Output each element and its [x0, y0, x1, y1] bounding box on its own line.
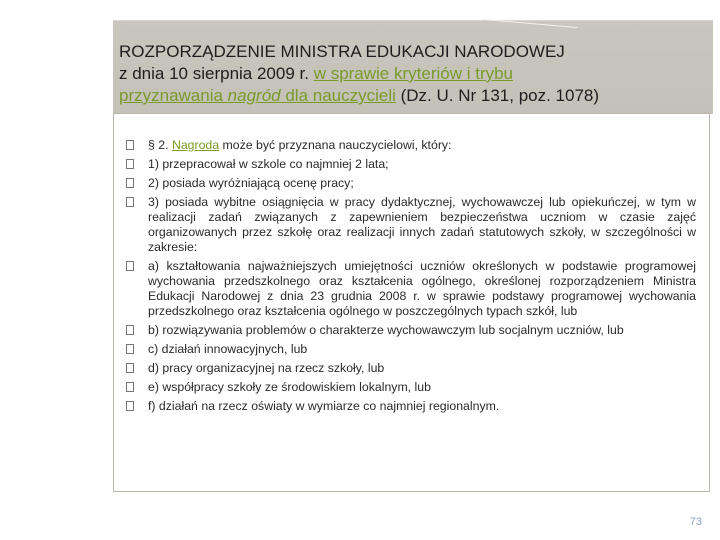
content-panel: [113, 113, 710, 492]
slide-title: [119, 41, 709, 107]
title-citation: (Dz. U. Nr 131, poz. 1078): [395, 86, 600, 105]
award-link[interactable]: Nagroda: [171, 138, 220, 152]
bullet-box-icon: [126, 363, 134, 373]
bullet-box-icon: [126, 344, 134, 354]
list-item: [126, 323, 696, 338]
list-item-text: może być przyznana nauczycielowi, który:: [219, 138, 452, 152]
list-item: [126, 361, 696, 376]
title-link-awarding[interactable]: przyznawania: [119, 86, 228, 105]
list-item-text: 1) przepracował w szkole co najmniej 2 lata;: [148, 157, 389, 171]
bullet-list: [126, 138, 696, 418]
title-link-awards[interactable]: nagród: [227, 86, 281, 105]
list-item-text: 2) posiada wyróżniającą ocenę pracy;: [148, 176, 354, 190]
list-item-text: d) pracy organizacyjnej na rzecz szkoły, lub: [148, 361, 385, 375]
list-item-text: c) działań innowacyjnych, lub: [148, 342, 308, 356]
bullet-box-icon: [126, 325, 134, 335]
title-line-1: ROZPORZĄDZENIE MINISTRA EDUKACJI NARODOWEJ: [119, 42, 565, 61]
list-item-text: b) rozwiązywania problemów o charakterze wychowawczym lub socjalnym uczniów, lub: [148, 323, 624, 337]
bullet-box-icon: [126, 140, 134, 150]
title-line-3: [119, 85, 709, 107]
list-item: [126, 380, 696, 395]
decorative-line: [483, 19, 578, 28]
bullet-box-icon: [126, 178, 134, 188]
list-item: [126, 342, 696, 357]
list-item: [126, 176, 696, 191]
page-number: 73: [689, 516, 702, 528]
title-line-2: [119, 63, 709, 85]
list-item-text: a) kształtowania najważniejszych umiejętności uczniów określonych w podstawie programowej wychowania przedszkolnego oraz kształcenia ogólnego, określonej rozporządzeniem Ministra Edukacji Narodowej z dnia 23 grudnia 2008 r. w sprawie podstawy programowej wychowania przedszkolnego oraz kształcenia ogólnego w poszczególnych typach szkół, lub: [148, 259, 696, 318]
title-banner: [113, 20, 713, 114]
title-link-criteria[interactable]: w sprawie kryteriów i trybu: [313, 64, 514, 83]
title-date: z dnia 10 sierpnia 2009 r.: [119, 64, 314, 83]
bullet-box-icon: [126, 197, 134, 207]
list-item-text: e) współpracy szkoły ze środowiskiem lokalnym, lub: [148, 380, 431, 394]
list-item: [126, 399, 696, 414]
bullet-box-icon: [126, 401, 134, 411]
bullet-box-icon: [126, 382, 134, 392]
list-item-text: 3) posiada wybitne osiągnięcia w pracy dydaktycznej, wychowawczej lub opiekuńczej, w tym w realizacji zadań związanych z zapewnieniem bezpieczeństwa uczniom w czasie zajęć organizowanych przez szkołę oraz realizacji innych zadań statutowych szkoły, w szczególności w zakresie:: [148, 195, 696, 254]
section-mark: § 2.: [148, 138, 172, 152]
title-link-teachers[interactable]: dla nauczycieli: [280, 86, 396, 105]
list-item: [126, 195, 696, 255]
bullet-box-icon: [126, 159, 134, 169]
list-item: [126, 157, 696, 172]
list-item: [126, 138, 696, 153]
list-item: [126, 259, 696, 319]
bullet-box-icon: [126, 261, 134, 271]
list-item-text: f) działań na rzecz oświaty w wymiarze co najmniej regionalnym.: [148, 399, 500, 413]
